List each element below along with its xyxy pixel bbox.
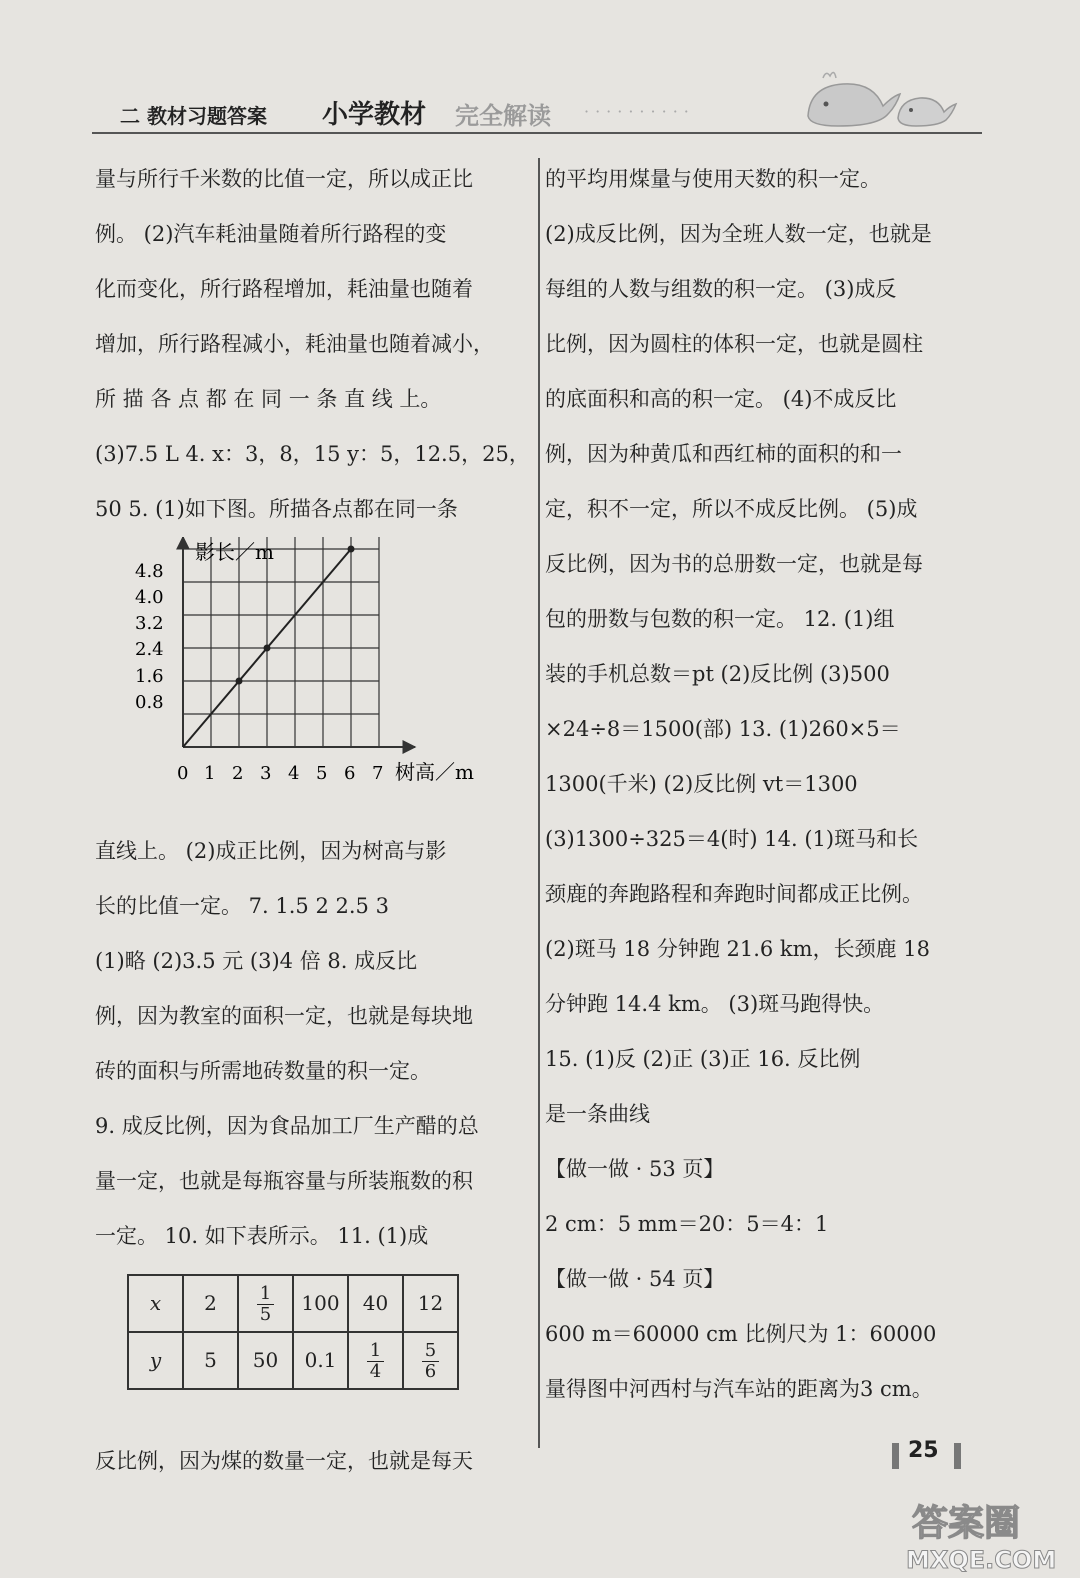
left-column [95,152,530,1489]
data-point [264,645,271,652]
x-tick-labels [177,763,383,784]
text-line: 长的比值一定。 7. 1.5 2 2.5 3 [95,894,389,918]
table-cell: 40 [348,1275,403,1332]
text-line: 50 5. (1)如下图。所描各点都在同一条 [95,497,458,521]
table-cell-fraction [403,1332,458,1389]
line-graph [95,537,525,824]
text-line: 所 描 各 点 都 在 同 一 条 直 线 上。 [95,387,442,411]
text-line: 600 m＝60000 cm 比例尺为 1：60000 [545,1322,937,1346]
text-line: 是一条曲线 [545,1102,650,1126]
fraction: $\frac{1}{4}$ [367,1341,384,1382]
xy-table-wrap [95,1264,525,1434]
text-line: 比例，因为圆柱的体积一定，也就是圆柱 [545,332,923,356]
text-line: 15. (1)反 (2)正 (3)正 16. 反比例 [545,1047,861,1071]
text-line: 砖的面积与所需地砖数量的积一定。 [95,1059,431,1083]
x-tick-label: 2 [232,763,244,784]
table-cell: 0.1 [293,1332,348,1389]
book-subtitle: 完全解读 [455,102,551,130]
x-tick-label: 1 [204,763,216,784]
text-line: (1)略 (2)3.5 元 (3)4 倍 8. 成反比 [95,949,418,973]
text-line: (3)7.5 L 4. x：3，8，15 y：5，12.5，25， [95,442,530,466]
x-tick-label: 0 [177,763,189,784]
y-tick-label: 4.0 [135,587,164,608]
text-line: 反比例，因为煤的数量一定，也就是每天 [95,1449,473,1473]
y-axis-label: 影长／m [195,540,274,564]
text-line: 的平均用煤量与使用天数的积一定。 [545,167,881,191]
text-line: 化而变化，所行路程增加，耗油量也随着 [95,277,473,301]
x-axis-label: 树高／m [395,760,474,784]
y-tick-labels [135,561,164,713]
table-row [128,1275,458,1332]
text-line: 例，因为教室的面积一定，也就是每块地 [95,1004,473,1028]
text-line: 9. 成反比例，因为食品加工厂生产醋的总 [95,1114,479,1138]
text-line: 量得图中河西村与汽车站的距离为3 cm。 [545,1377,933,1401]
table-cell: 100 [293,1275,348,1332]
text-line: 例。 (2)汽车耗油量随着所行路程的变 [95,222,447,246]
text-line: 增加，所行路程减小，耗油量也随着减小， [95,332,494,356]
text-line: 量一定，也就是每瓶容量与所装瓶数的积 [95,1169,473,1193]
shadow-height-graph [95,537,525,824]
whale-illustration-icon [798,66,978,136]
fraction: $\frac{5}{6}$ [422,1341,439,1382]
table-cell-fraction [238,1275,293,1332]
right-column [545,152,980,1417]
page-number: 25 [908,1438,939,1463]
table-cell: 12 [403,1275,458,1332]
text-line: 反比例，因为书的总册数一定，也就是每 [545,552,923,576]
y-tick-label: 3.2 [135,613,164,634]
table-cell: 2 [183,1275,238,1332]
text-line: (3)1300÷325＝4(时) 14. (1)斑马和长 [545,827,919,851]
data-point [236,678,243,685]
page-number-bar-left [892,1443,899,1469]
text-line: 2 cm：5 mm＝20：5＝4：1 [545,1212,829,1236]
y-tick-label: 2.4 [135,639,164,660]
table-row-label: y [128,1332,183,1389]
table-row [128,1332,458,1389]
text-line: (2)斑马 18 分钟跑 21.6 km，长颈鹿 18 [545,937,930,961]
graph-series [183,546,355,748]
watermark-logo-icon [900,1490,1070,1575]
text-line: 装的手机总数＝pt (2)反比例 (3)500 [545,662,890,686]
text-line: 一定。 10. 如下表所示。 11. (1)成 [95,1224,429,1248]
section-heading: 【做一做 · 54 页】 [545,1267,725,1291]
y-tick-label: 0.8 [135,692,164,713]
text-line: 包的册数与包数的积一定。 12. (1)组 [545,607,895,631]
graph-grid [183,537,379,747]
xy-value-table [127,1274,459,1390]
y-tick-label: 4.8 [135,561,164,582]
table-cell: 50 [238,1332,293,1389]
text-line: 例，因为种黄瓜和西红柿的面积的和一 [545,442,902,466]
fraction: $\frac{1}{5}$ [257,1284,274,1325]
data-point [348,546,355,553]
book-brand: 小学教材 [322,100,427,130]
text-line: (2)成反比例，因为全班人数一定，也就是 [545,222,932,246]
x-tick-label: 4 [288,763,300,784]
y-tick-label: 1.6 [135,666,164,687]
table-cell-fraction [348,1332,403,1389]
text-line: 量与所行千米数的比值一定，所以成正比 [95,167,473,191]
text-line: 每组的人数与组数的积一定。 (3)成反 [545,277,897,301]
section-heading: 【做一做 · 53 页】 [545,1157,725,1181]
text-line: 定，积不一定，所以不成反比例。 (5)成 [545,497,918,521]
section-title: 二 教材习题答案 [120,104,267,128]
text-line: 1300(千米) (2)反比例 vt＝1300 [545,772,858,796]
table-cell: 5 [183,1332,238,1389]
x-tick-label: 7 [372,763,384,784]
x-tick-label: 5 [316,763,328,784]
column-divider [538,158,540,1448]
page-number-bar-right [954,1443,961,1469]
text-line: 直线上。 (2)成正比例，因为树高与影 [95,839,447,863]
text-line: 颈鹿的奔跑路程和奔跑时间都成正比例。 [545,882,923,906]
watermark-url: MXQE.COM [906,1546,1057,1574]
x-tick-label: 3 [260,763,272,784]
watermark-text: 答案圈 [912,1503,1021,1544]
text-line: 分钟跑 14.4 km。 (3)斑马跑得快。 [545,992,885,1016]
header-dots: ·········· [584,102,695,121]
text-line: ×24÷8＝1500(部) 13. (1)260×5＝ [545,717,901,741]
table-row-label: x [128,1275,183,1332]
x-tick-label: 6 [344,763,356,784]
text-line: 的底面积和高的积一定。 (4)不成反比 [545,387,897,411]
